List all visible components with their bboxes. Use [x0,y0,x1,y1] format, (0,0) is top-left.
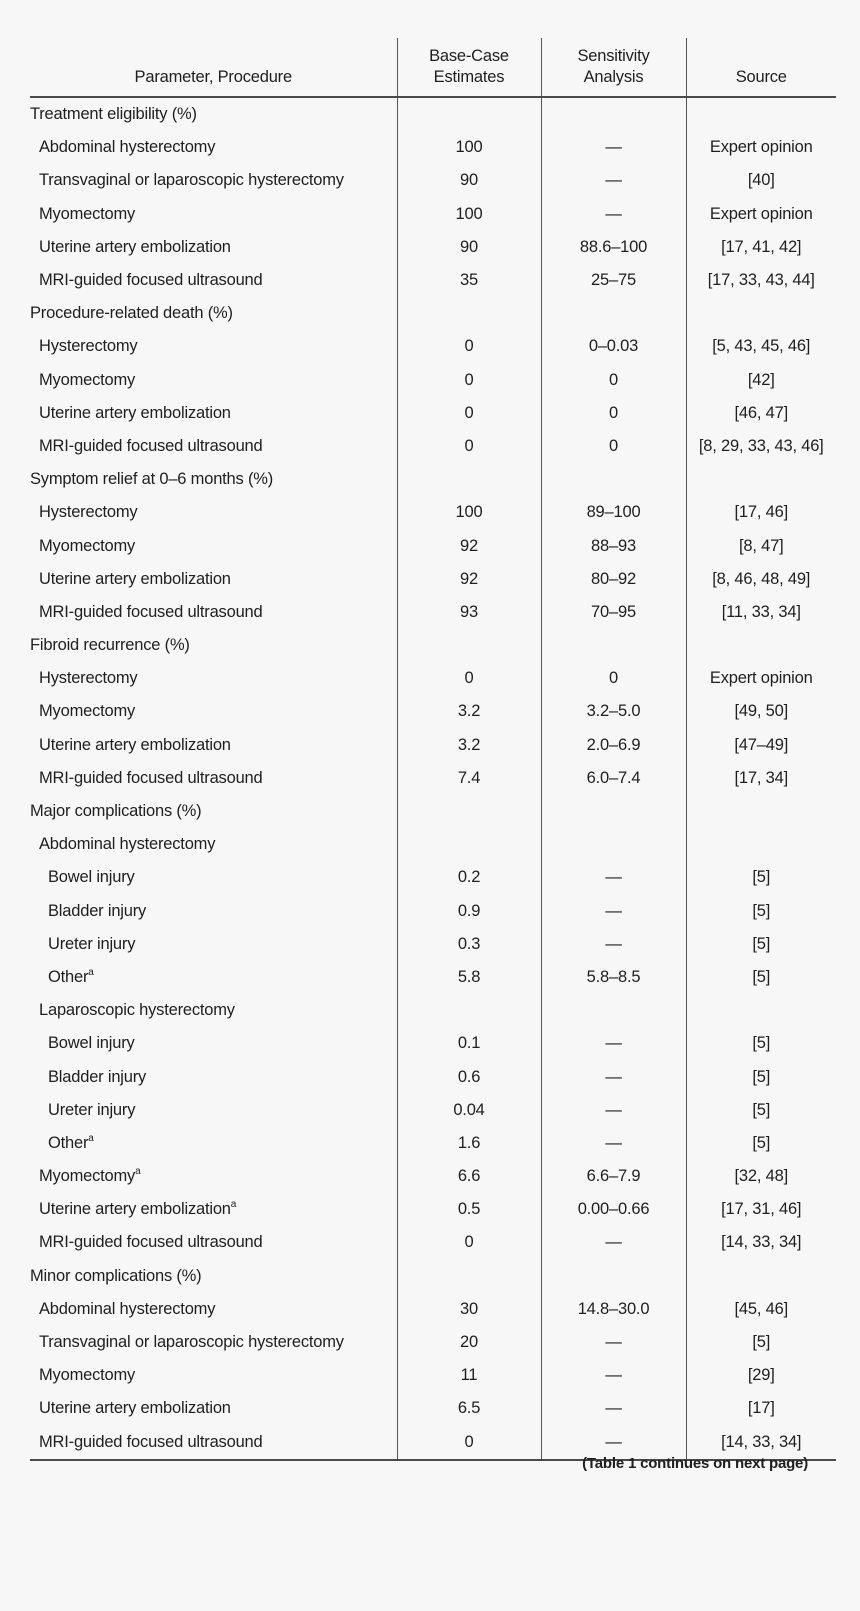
parameter-cell [30,1326,397,1359]
parameter-cell [30,496,397,529]
sensitivity-range: 0 [541,430,686,463]
header-sensitivity [541,38,686,97]
table-row [30,695,836,728]
source-ref [686,1260,836,1293]
base-case-value: 0.9 [397,895,541,928]
parameter-cell [30,1260,397,1293]
sensitivity-range: 6.6–7.9 [541,1160,686,1193]
base-case-value: 6.5 [397,1392,541,1425]
parameter-cell [30,330,397,363]
source-ref [686,994,836,1027]
base-case-value: 6.6 [397,1160,541,1193]
table-row [30,397,836,430]
parameter-label: Ureter injury [48,1100,136,1119]
parameter-label: Uterine artery embolization [39,735,231,754]
sensitivity-range: 25–75 [541,264,686,297]
parameter-label: MRI-guided focused ultrasound [39,1233,263,1252]
table-row [30,895,836,928]
header-source [686,38,836,97]
sensitivity-range: 2.0–6.9 [541,729,686,762]
parameter-label: Hysterectomy [39,337,138,356]
header-sens-line2: Analysis [583,68,644,86]
parameter-cell [30,463,397,496]
table-row [30,1060,836,1093]
base-case-value [397,97,541,131]
table-row [30,1326,836,1359]
base-case-value: 0.3 [397,928,541,961]
source-ref: [5] [686,1127,836,1160]
source-ref: [5] [686,928,836,961]
table-row [30,1094,836,1127]
footnote-marker: a [88,966,94,978]
table-row [30,198,836,231]
source-ref: [5] [686,1060,836,1093]
source-ref: [5] [686,1027,836,1060]
base-case-value [397,463,541,496]
sensitivity-range: 0 [541,397,686,430]
section-header-row [30,463,836,496]
sensitivity-range: — [541,895,686,928]
source-ref: [11, 33, 34] [686,596,836,629]
parameter-cell [30,1094,397,1127]
sensitivity-range: 14.8–30.0 [541,1293,686,1326]
base-case-value: 3.2 [397,729,541,762]
parameter-label: MRI-guided focused ultrasound [39,271,263,290]
sensitivity-range: 80–92 [541,563,686,596]
parameter-label: Other [48,967,89,986]
parameter-label: Symptom relief at 0–6 months (%) [30,470,274,489]
parameter-cell [30,1193,397,1226]
header-sens-line1: Sensitivity [577,47,650,65]
parameter-label: Myomectomy [39,1167,136,1186]
parameter-label: Myomectomy [39,370,136,389]
sensitivity-range: 3.2–5.0 [541,695,686,728]
parameter-cell [30,1359,397,1392]
parameter-label: Abdominal hysterectomy [39,1299,216,1318]
base-case-value [397,297,541,330]
parameter-cell [30,529,397,562]
parameter-label: Uterine artery embolization [39,1200,231,1219]
parameter-label: Major complications (%) [30,802,202,821]
sensitivity-range: 89–100 [541,496,686,529]
parameter-cell [30,762,397,795]
source-ref [686,828,836,861]
sensitivity-range: — [541,1060,686,1093]
continuation-note: (Table 1 continues on next page) [582,1455,808,1472]
parameter-label: Ureter injury [48,934,136,953]
parameter-label: Other [48,1133,89,1152]
parameter-label: MRI-guided focused ultrasound [39,602,263,621]
source-ref: [49, 50] [686,695,836,728]
parameter-cell [30,1392,397,1425]
table-body [30,97,836,1460]
base-case-value: 0 [397,364,541,397]
table-row [30,164,836,197]
section-header-row [30,297,836,330]
parameter-cell [30,961,397,994]
table-row [30,529,836,562]
sensitivity-range: 88.6–100 [541,231,686,264]
table-row [30,1359,836,1392]
base-case-value: 5.8 [397,961,541,994]
base-case-value: 7.4 [397,762,541,795]
sensitivity-range: — [541,1392,686,1425]
source-ref: [40] [686,164,836,197]
source-ref [686,97,836,131]
parameter-label: Transvaginal or laparoscopic hysterectomy [39,171,344,190]
table-row [30,1293,836,1326]
parameter-cell [30,297,397,330]
table-row [30,762,836,795]
sensitivity-range [541,297,686,330]
table-row [30,563,836,596]
parameter-cell [30,895,397,928]
sensitivity-range: — [541,1127,686,1160]
table-row [30,364,836,397]
table-row [30,596,836,629]
table-row [30,828,836,861]
parameter-cell [30,629,397,662]
table-header [30,38,836,97]
base-case-value: 0 [397,397,541,430]
base-case-value: 100 [397,198,541,231]
base-case-value [397,994,541,1027]
header-parameter [30,38,397,97]
table-row [30,264,836,297]
parameter-cell [30,364,397,397]
table-row [30,1160,836,1193]
table-row [30,861,836,894]
base-case-value: 0.1 [397,1027,541,1060]
table-row [30,994,836,1027]
base-case-value: 93 [397,596,541,629]
parameter-label: Abdominal hysterectomy [39,138,216,157]
section-header-row [30,97,836,131]
source-ref: [47–49] [686,729,836,762]
footnote-marker: a [230,1199,237,1211]
source-ref [686,629,836,662]
base-case-value: 1.6 [397,1127,541,1160]
parameter-label: MRI-guided focused ultrasound [39,1432,263,1451]
table-row [30,729,836,762]
parameter-label: Laparoscopic hysterectomy [39,1001,235,1020]
base-case-value: 11 [397,1359,541,1392]
base-case-value: 92 [397,529,541,562]
source-ref: [8, 29, 33, 43, 46] [686,430,836,463]
base-case-value: 0 [397,662,541,695]
parameter-label: MRI-guided focused ultrasound [39,436,263,455]
parameter-cell [30,596,397,629]
parameter-cell [30,131,397,164]
parameter-label: Myomectomy [39,702,136,721]
table-row [30,231,836,264]
source-ref: [45, 46] [686,1293,836,1326]
sensitivity-range: — [541,1027,686,1060]
sensitivity-range: 0–0.03 [541,330,686,363]
header-parameter-line2: Parameter, Procedure [134,68,292,86]
table-row [30,430,836,463]
sensitivity-range [541,1260,686,1293]
table-row [30,496,836,529]
header-source-line2: Source [735,68,787,86]
source-ref: [5] [686,861,836,894]
parameter-cell [30,430,397,463]
sensitivity-range: — [541,1326,686,1359]
sensitivity-range: — [541,928,686,961]
parameter-label: Uterine artery embolization [39,403,231,422]
parameter-label: Bowel injury [48,868,135,887]
parameter-label: Myomectomy [39,536,136,555]
parameter-cell [30,264,397,297]
parameter-label: Myomectomy [39,1366,136,1385]
base-case-value: 0 [397,430,541,463]
sensitivity-range [541,994,686,1027]
sensitivity-range [541,463,686,496]
source-ref: [17, 33, 43, 44] [686,264,836,297]
parameter-cell [30,397,397,430]
footnote-marker: a [88,1132,94,1144]
parameter-cell [30,97,397,131]
base-case-value: 90 [397,164,541,197]
parameter-label: Abdominal hysterectomy [39,835,216,854]
table-row [30,1127,836,1160]
sensitivity-range [541,629,686,662]
source-ref: [8, 47] [686,529,836,562]
parameter-cell [30,1226,397,1259]
source-ref: [17, 46] [686,496,836,529]
base-case-value: 100 [397,131,541,164]
source-ref: [46, 47] [686,397,836,430]
base-case-value: 92 [397,563,541,596]
parameter-cell [30,695,397,728]
source-ref: [8, 46, 48, 49] [686,563,836,596]
base-case-value [397,828,541,861]
sensitivity-range: — [541,1094,686,1127]
parameter-cell [30,563,397,596]
sensitivity-range [541,97,686,131]
source-ref: [17, 34] [686,762,836,795]
source-ref: [17, 31, 46] [686,1193,836,1226]
source-ref: [42] [686,364,836,397]
parameter-label: Bowel injury [48,1034,135,1053]
parameter-cell [30,231,397,264]
sensitivity-range: 6.0–7.4 [541,762,686,795]
parameter-label: Treatment eligibility (%) [30,105,197,124]
header-base-line1: Base-Case [429,47,509,65]
source-ref [686,297,836,330]
section-header-row [30,629,836,662]
sensitivity-range: 0.00–0.66 [541,1193,686,1226]
footnote-marker: a [135,1166,141,1178]
parameter-cell [30,198,397,231]
parameter-cell [30,928,397,961]
parameter-label: Fibroid recurrence (%) [30,636,190,655]
source-ref: [5] [686,1094,836,1127]
base-case-value: 3.2 [397,695,541,728]
table-row [30,1193,836,1226]
section-header-row [30,1260,836,1293]
parameter-cell [30,1293,397,1326]
parameter-cell [30,1060,397,1093]
header-base-line2: Estimates [433,68,505,86]
sensitivity-range: — [541,861,686,894]
parameter-cell [30,861,397,894]
base-case-value: 0 [397,1226,541,1259]
sensitivity-range: — [541,131,686,164]
parameters-table [30,38,836,1461]
sensitivity-range: 5.8–8.5 [541,961,686,994]
parameter-cell [30,164,397,197]
parameter-label: Hysterectomy [39,503,138,522]
source-ref: [5] [686,1326,836,1359]
table-row [30,1392,836,1425]
header-base-case [397,38,541,97]
parameter-cell [30,1127,397,1160]
sensitivity-range [541,795,686,828]
source-ref: [17, 41, 42] [686,231,836,264]
base-case-value: 30 [397,1293,541,1326]
parameter-label: Bladder injury [48,1067,147,1086]
parameter-cell [30,828,397,861]
sensitivity-range: 70–95 [541,596,686,629]
source-ref: [5] [686,961,836,994]
source-ref: [5] [686,895,836,928]
base-case-value: 0.2 [397,861,541,894]
source-ref [686,795,836,828]
parameter-label: Minor complications (%) [30,1266,202,1285]
base-case-value: 0.6 [397,1060,541,1093]
source-ref: Expert opinion [686,198,836,231]
parameter-label: MRI-guided focused ultrasound [39,768,263,787]
sensitivity-range [541,828,686,861]
parameter-label: Uterine artery embolization [39,237,231,256]
parameter-label: Myomectomy [39,204,136,223]
parameter-label: Uterine artery embolization [39,1399,231,1418]
parameter-cell [30,1426,397,1460]
base-case-value [397,795,541,828]
parameter-label: Hysterectomy [39,669,138,688]
source-ref: Expert opinion [686,131,836,164]
source-ref: [17] [686,1392,836,1425]
base-case-value: 0 [397,330,541,363]
sensitivity-range: 0 [541,662,686,695]
sensitivity-range: — [541,1359,686,1392]
parameter-label: Uterine artery embolization [39,569,231,588]
source-ref: [29] [686,1359,836,1392]
parameter-cell [30,994,397,1027]
base-case-value: 0 [397,1426,541,1460]
base-case-value: 20 [397,1326,541,1359]
parameter-cell [30,729,397,762]
source-ref: Expert opinion [686,662,836,695]
sensitivity-range: 0 [541,364,686,397]
base-case-value: 0.5 [397,1193,541,1226]
source-ref: [32, 48] [686,1160,836,1193]
sensitivity-range: 88–93 [541,529,686,562]
table-row [30,961,836,994]
sensitivity-range: — [541,1226,686,1259]
sensitivity-range: — [541,198,686,231]
parameter-cell [30,795,397,828]
table-row [30,1226,836,1259]
parameter-label: Transvaginal or laparoscopic hysterectomy [39,1333,344,1352]
base-case-value [397,1260,541,1293]
section-header-row [30,795,836,828]
source-ref: [5, 43, 45, 46] [686,330,836,363]
source-ref: [14, 33, 34] [686,1426,836,1460]
table-row [30,662,836,695]
parameter-label: Bladder injury [48,901,147,920]
source-ref [686,463,836,496]
table-row [30,928,836,961]
table-row [30,1027,836,1060]
parameter-cell [30,662,397,695]
table-row [30,330,836,363]
parameter-label: Procedure-related death (%) [30,304,233,323]
sensitivity-range: — [541,164,686,197]
table-row [30,131,836,164]
parameter-cell [30,1160,397,1193]
parameter-cell [30,1027,397,1060]
sensitivity-range: — [541,1426,686,1460]
source-ref: [14, 33, 34] [686,1226,836,1259]
base-case-value: 90 [397,231,541,264]
base-case-value: 0.04 [397,1094,541,1127]
base-case-value: 35 [397,264,541,297]
base-case-value [397,629,541,662]
base-case-value: 100 [397,496,541,529]
